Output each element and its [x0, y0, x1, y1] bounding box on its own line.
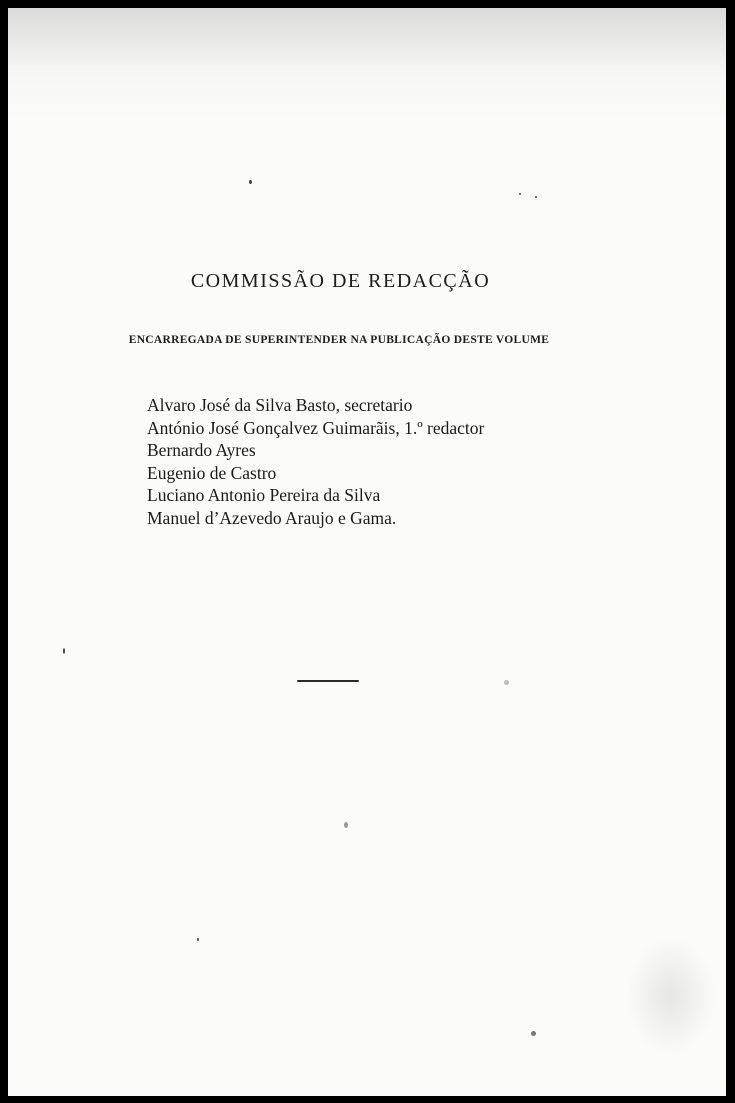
member-item: Luciano Antonio Pereira da Silva [147, 485, 381, 505]
paper-speck [344, 822, 348, 828]
paper-speck [63, 648, 65, 654]
document-page [8, 8, 726, 1096]
page-title: COMMISSÃO DE REDACÇÃO [190, 270, 491, 292]
member-item: António José Gonçalvez Guimarãis, 1.º redactor [147, 417, 485, 438]
paper-speck [519, 193, 521, 195]
member-item: Manuel d’Azevedo Araujo e Gama. [147, 507, 397, 528]
paper-speck [535, 196, 537, 198]
page-smudge-corner [626, 936, 716, 1056]
member-item: Alvaro José da Silva Basto, secretario [147, 395, 413, 415]
paper-speck [504, 680, 509, 685]
member-item: Bernardo Ayres [147, 440, 256, 460]
paper-speck [197, 938, 199, 941]
section-divider [297, 680, 359, 682]
member-list [147, 394, 484, 529]
page-subtitle: ENCARREGADA DE SUPERINTENDER NA PUBLICAÇÃO DESTE VOLUME [128, 334, 550, 346]
paper-speck [531, 1031, 536, 1036]
page-smudge-top [8, 8, 726, 118]
paper-speck [249, 180, 252, 184]
member-item: Eugenio de Castro [147, 462, 277, 483]
